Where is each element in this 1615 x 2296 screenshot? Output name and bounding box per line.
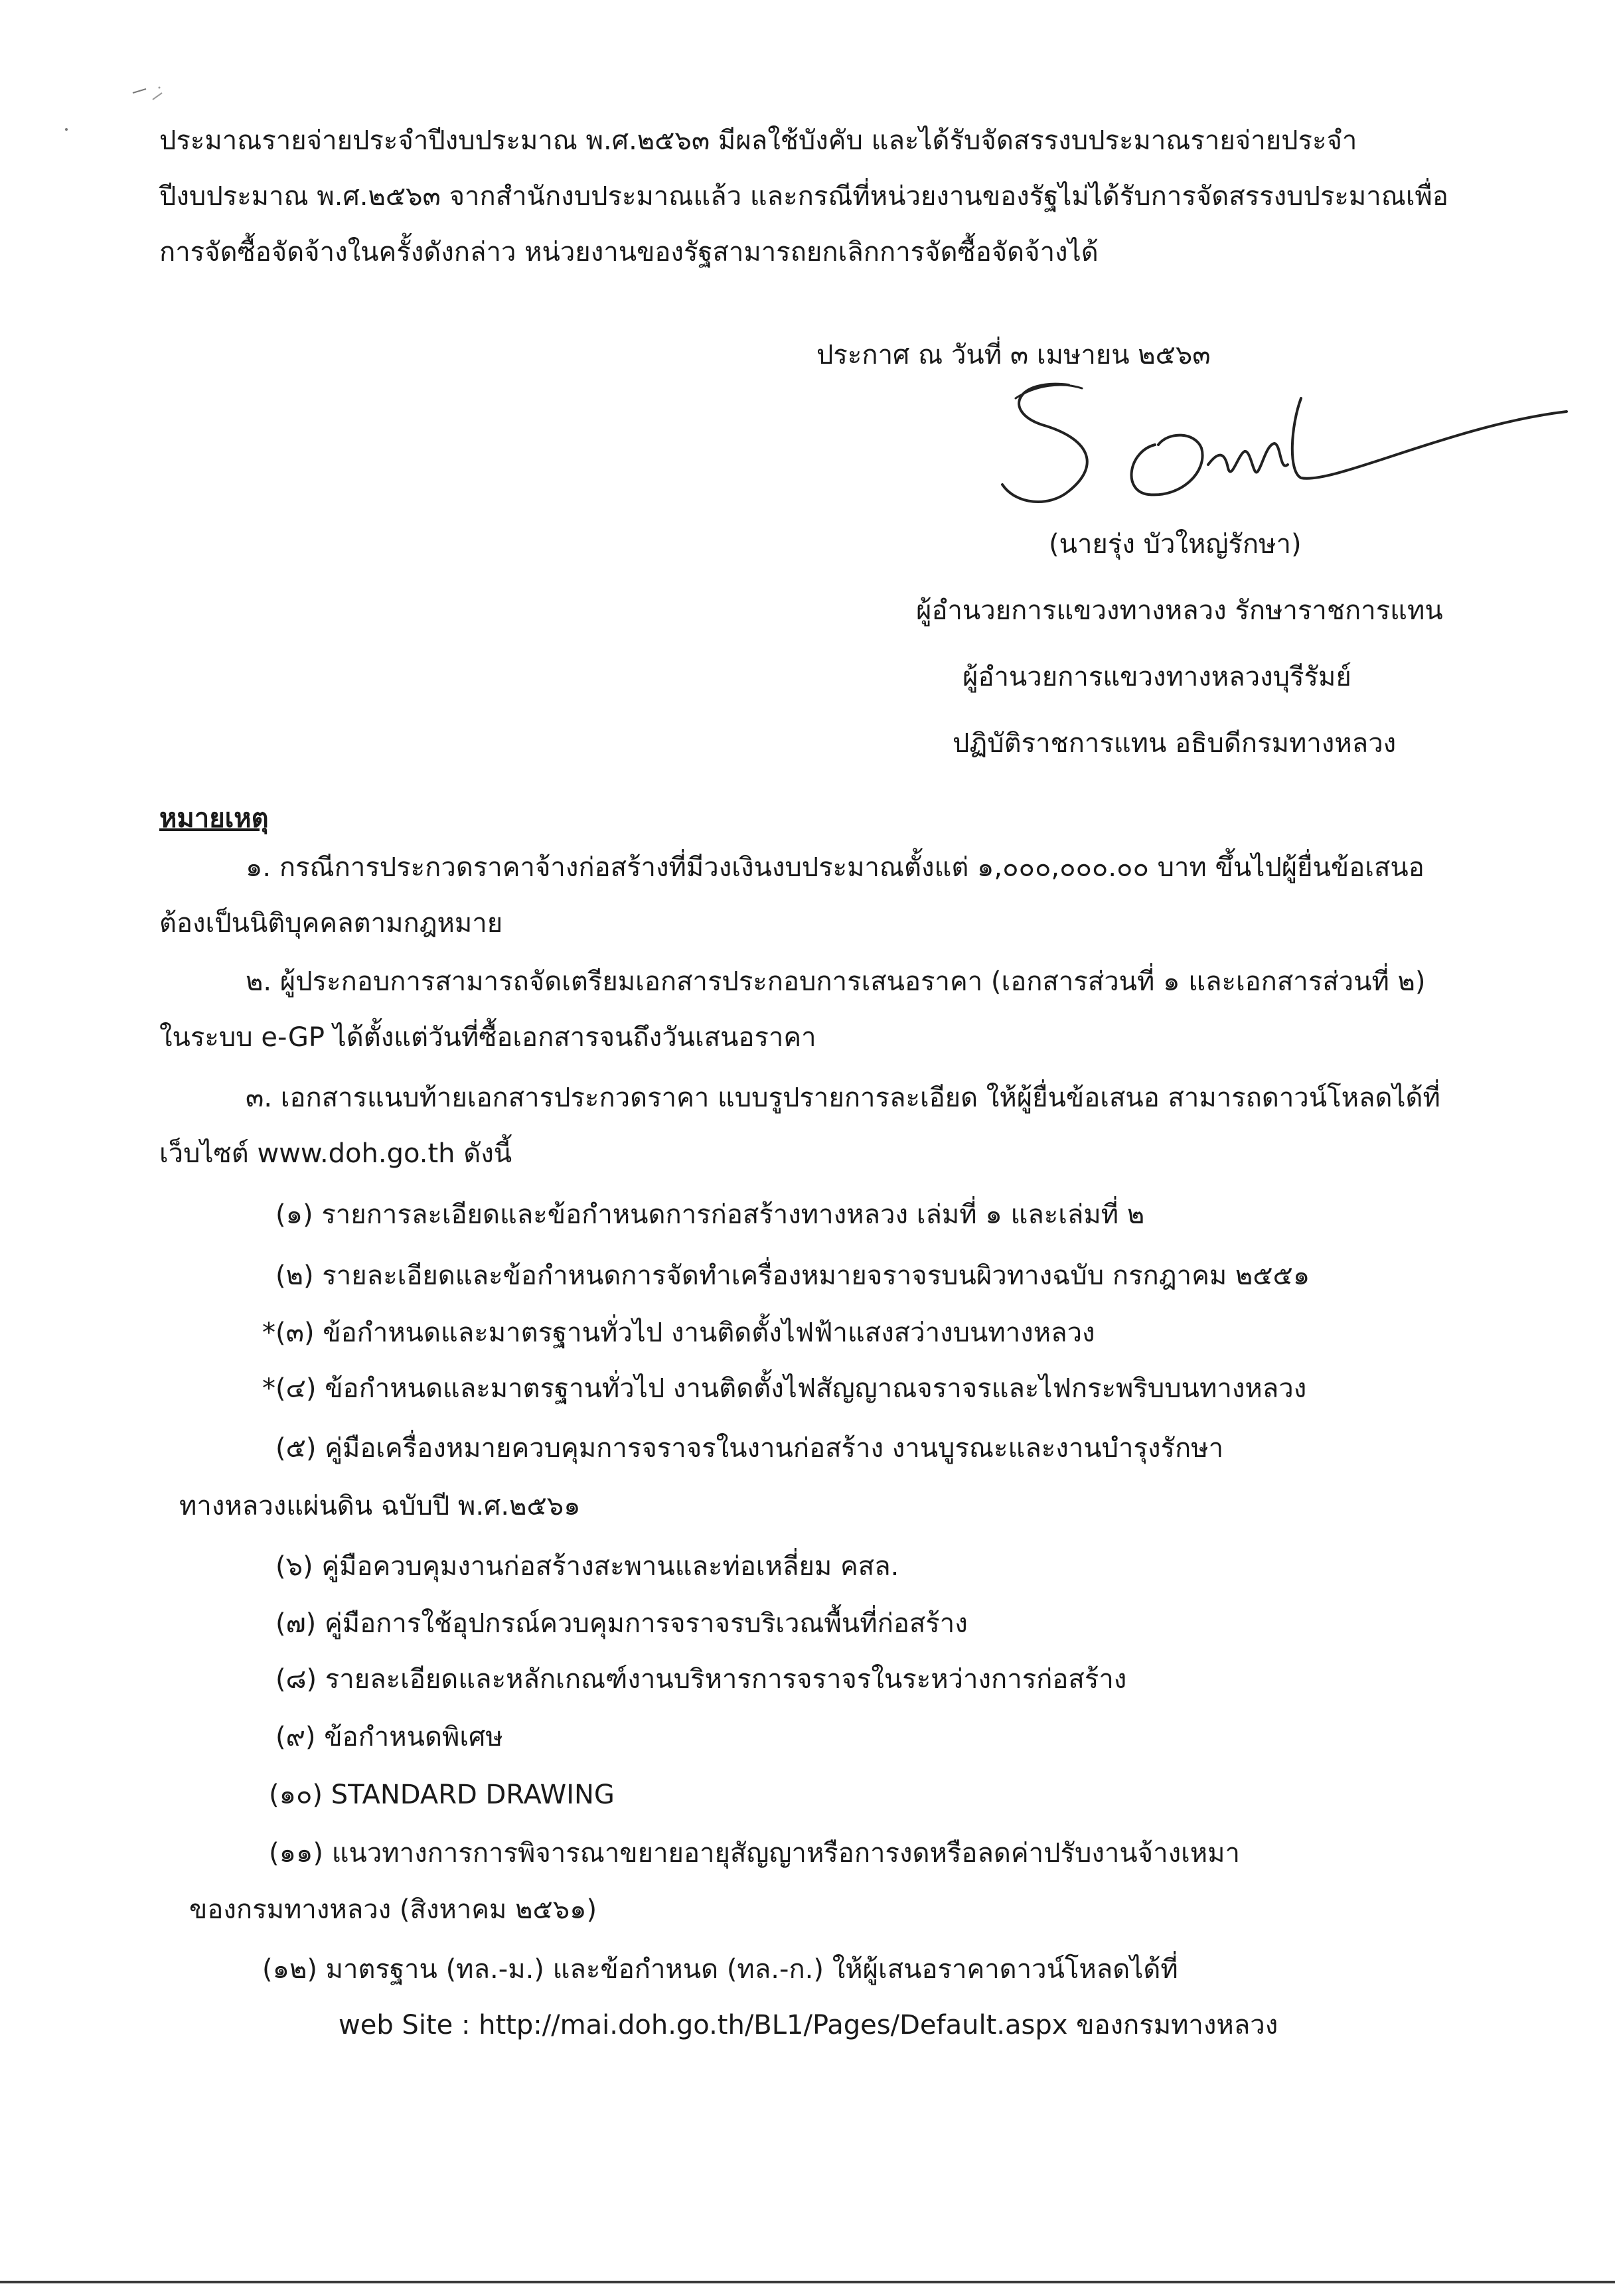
- subitem-5-cont: ทางหลวงแผ่นดิน ฉบับปี พ.ศ.๒๕๖๑: [179, 1491, 581, 1521]
- signatory-title-1: ผู้อำนวยการแขวงทางหลวง รักษาราชการแทน: [916, 595, 1443, 626]
- note-3-line-1: ๓. เอกสารแนบท้ายเอกสารประกวดราคา แบบรูปรายการละเอียด ให้ผู้ยื่นข้อเสนอ สามารถดาวน์โหลดได้ที่: [246, 1083, 1440, 1113]
- subitem-3: *(๓) ข้อกำหนดและมาตรฐานทั่วไป งานติดตั้งไฟฟ้าแสงสว่างบนทางหลวง: [262, 1318, 1095, 1348]
- intro-line-3: การจัดซื้อจัดจ้างในครั้งดังกล่าว หน่วยงานของรัฐสามารถยกเลิกการจัดซื้อจัดจ้างได้: [159, 237, 1099, 268]
- subitem-11: (๑๑) แนวทางการการพิจารณาขยายอายุสัญญาหรือการงดหรือลดค่าปรับงานจ้างเหมา: [269, 1838, 1240, 1869]
- subitem-5: (๕) คู่มือเครื่องหมายควบคุมการจราจรในงานก่อสร้าง งานบูรณะและงานบำรุงรักษา: [275, 1433, 1224, 1464]
- page-bottom-edge: [0, 2281, 1615, 2283]
- subitem-10: (๑๐) STANDARD DRAWING: [269, 1780, 615, 1810]
- announcement-date: ประกาศ ณ วันที่ ๓ เมษายน ๒๕๖๓: [816, 340, 1211, 370]
- subitem-2: (๒) รายละเอียดและข้อกำหนดการจัดทำเครื่องหมายจราจรบนผิวทางฉบับ กรกฎาคม ๒๕๕๑: [275, 1261, 1310, 1291]
- subitem-9: (๙) ข้อกำหนดพิเศษ: [275, 1722, 503, 1752]
- subitem-7: (๗) คู่มือการใช้อุปกรณ์ควบคุมการจราจรบริเวณพื้นที่ก่อสร้าง: [275, 1608, 968, 1639]
- signatory-name: (นายรุ่ง บัวใหญ่รักษา): [1049, 529, 1302, 560]
- subitem-11-cont: ของกรมทางหลวง (สิงหาคม ๒๕๖๑): [189, 1894, 597, 1925]
- signatory-title-2: ผู้อำนวยการแขวงทางหลวงบุรีรัมย์: [962, 662, 1351, 692]
- signatory-title-3: ปฏิบัติราชการแทน อธิบดีกรมทางหลวง: [953, 728, 1397, 759]
- note-2-line-1: ๒. ผู้ประกอบการสามารถจัดเตรียมเอกสารประกอบการเสนอราคา (เอกสารส่วนที่ ๑ และเอกสารส่วนที่ ๒): [246, 966, 1426, 997]
- subitem-8: (๘) รายละเอียดและหลักเกณฑ์งานบริหารการจราจรในระหว่างการก่อสร้าง: [275, 1664, 1127, 1695]
- note-3-line-2: เว็บไซต์ www.doh.go.th ดังนี้: [159, 1138, 512, 1169]
- scan-specks: [53, 80, 173, 153]
- note-1-line-1: ๑. กรณีการประกวดราคาจ้างก่อสร้างที่มีวงเงินงบประมาณตั้งแต่ ๑,๐๐๐,๐๐๐.๐๐ บาท ขึ้นไปผู้ยื่นข้อเสนอ: [246, 852, 1424, 883]
- note-2-line-2: ในระบบ e-GP ได้ตั้งแต่วันที่ซื้อเอกสารจนถึงวันเสนอราคา: [159, 1022, 816, 1053]
- handwritten-signature: [989, 372, 1573, 531]
- subitem-1: (๑) รายการละเอียดและข้อกำหนดการก่อสร้างทางหลวง เล่มที่ ๑ และเล่มที่ ๒: [275, 1199, 1145, 1230]
- subitem-12-url: web Site : http://mai.doh.go.th/BL1/Pages/Default.aspx ของกรมทางหลวง: [339, 2010, 1278, 2040]
- note-1-line-2: ต้องเป็นนิติบุคคลตามกฎหมาย: [159, 908, 503, 939]
- notes-heading: หมายเหตุ: [159, 803, 269, 834]
- subitem-6: (๖) คู่มือควบคุมงานก่อสร้างสะพานและท่อเหลี่ยม คสล.: [275, 1551, 899, 1582]
- subitem-4: *(๔) ข้อกำหนดและมาตรฐานทั่วไป งานติดตั้งไฟสัญญาณจราจรและไฟกระพริบบนทางหลวง: [262, 1373, 1307, 1404]
- subitem-12: (๑๒) มาตรฐาน (ทล.-ม.) และข้อกำหนด (ทล.-ก.) ให้ผู้เสนอราคาดาวน์โหลดได้ที่: [262, 1954, 1178, 1985]
- intro-line-1: ประมาณรายจ่ายประจำปีงบประมาณ พ.ศ.๒๕๖๓ มีผลใช้บังคับ และได้รับจัดสรรงบประมาณรายจ่ายประจำ: [159, 125, 1357, 156]
- intro-line-2: ปีงบประมาณ พ.ศ.๒๕๖๓ จากสำนักงบประมาณแล้ว และกรณีที่หน่วยงานของรัฐไม่ได้รับการจัดสรรงบประมาณเพื่อ: [159, 181, 1448, 212]
